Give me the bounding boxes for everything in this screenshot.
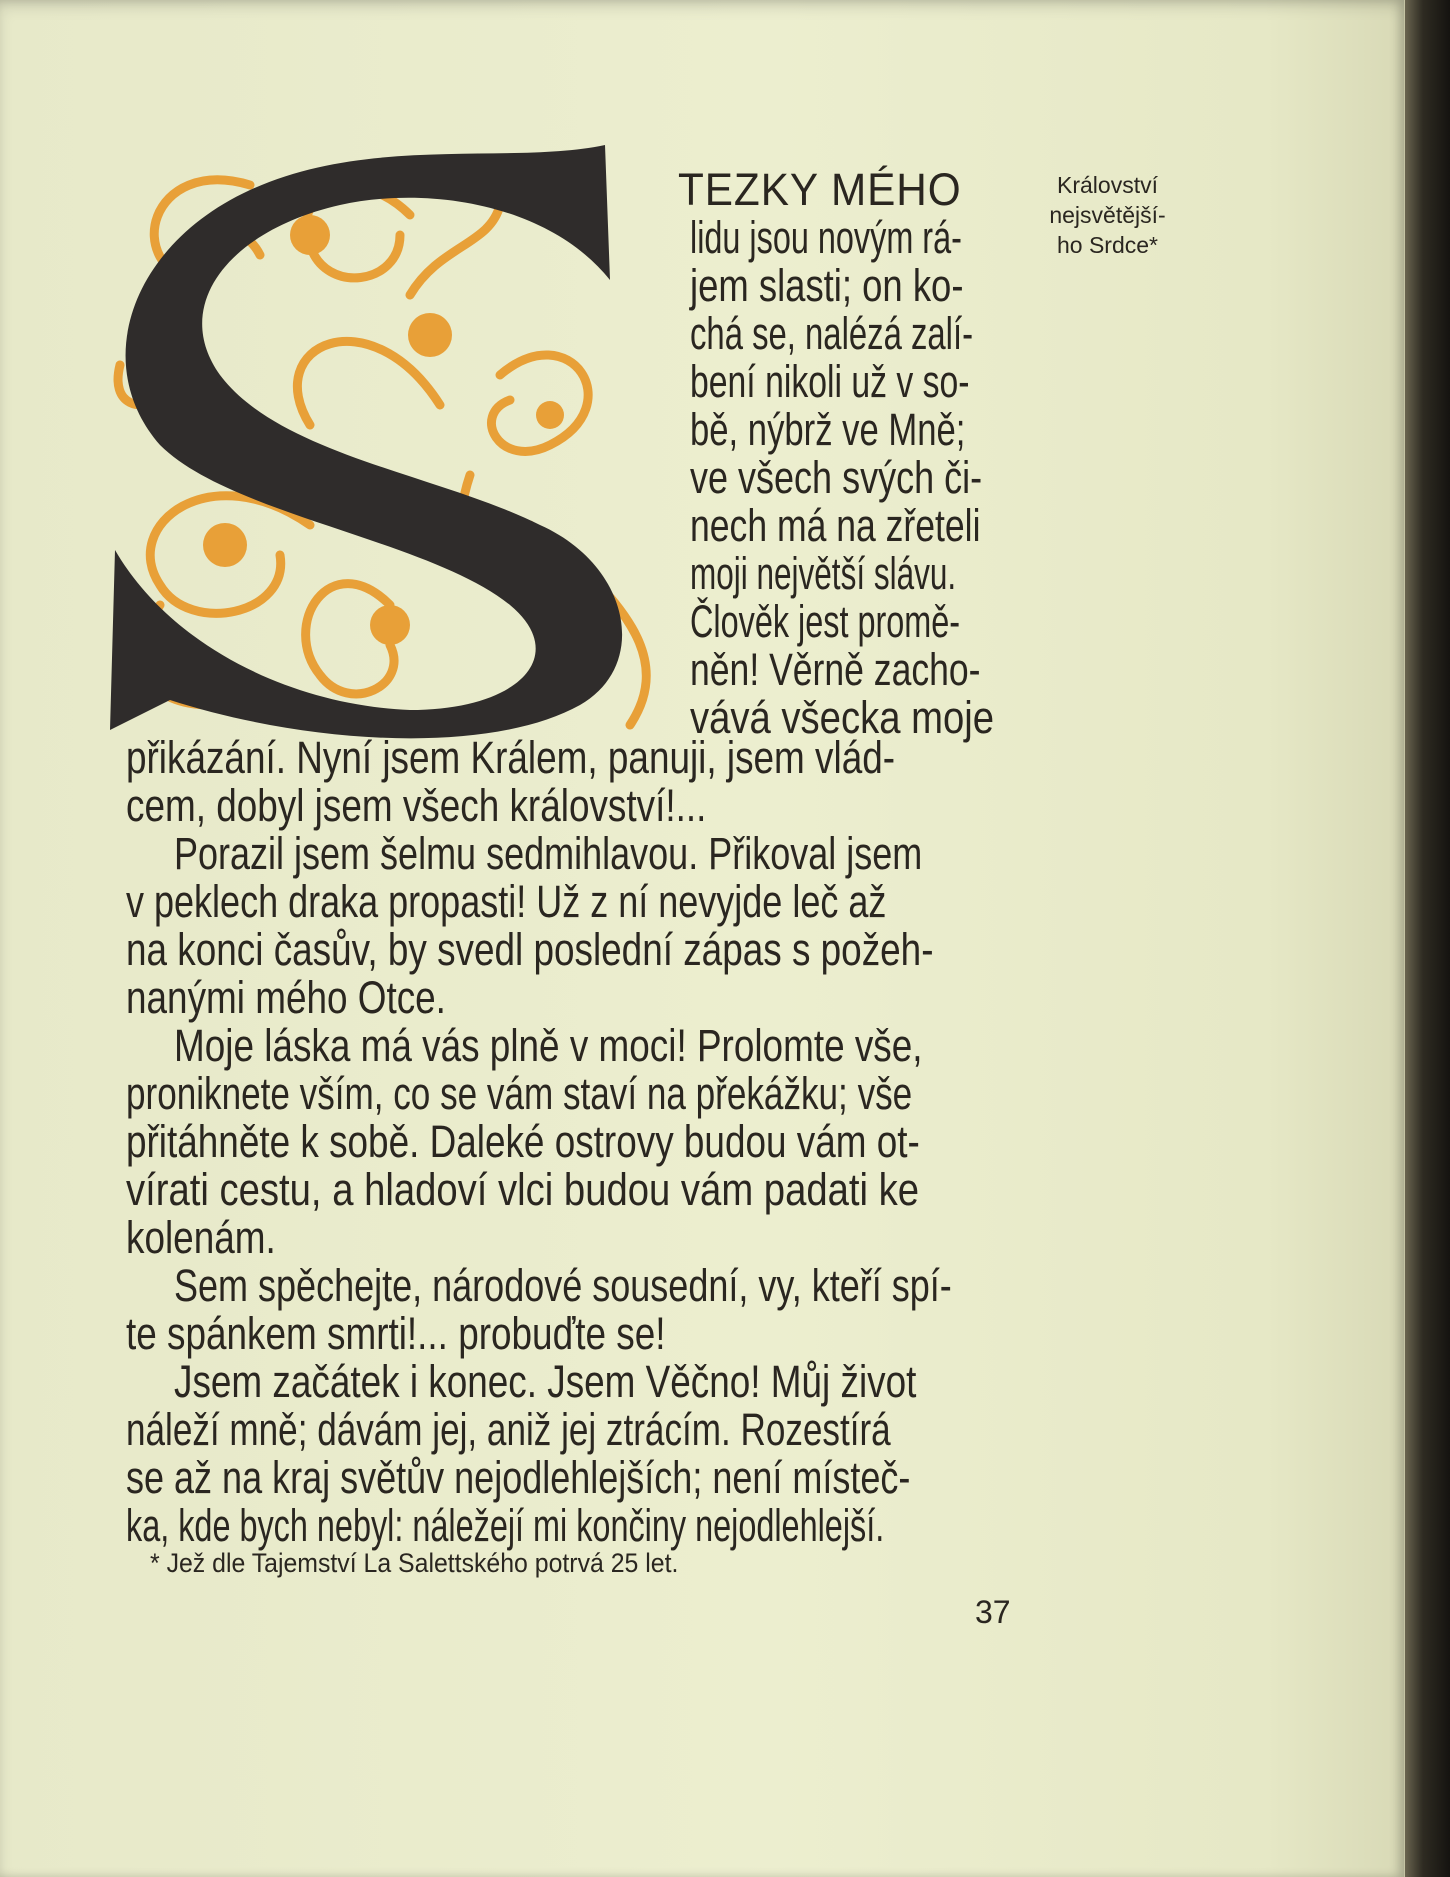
text-line: se až na kraj světův nejodlehlejších; není místeč- <box>126 1452 911 1503</box>
text-line: vírati cestu, a hladoví vlci budou vám padati ke <box>126 1164 920 1215</box>
text-line: lidu jsou novým rá- <box>690 212 962 263</box>
text-line: Člověk jest promě- <box>690 596 961 647</box>
text-line: Porazil jsem šelmu sedmihlavou. Přikoval jsem <box>174 828 923 879</box>
text-line: něn! Věrně zacho- <box>690 644 981 695</box>
text-line: na konci časův, by svedl poslední zápas s požeh- <box>126 924 934 975</box>
text-line: nech má na zřeteli <box>690 500 981 551</box>
text-line: te spánkem smrti!... probuďte se! <box>126 1308 666 1359</box>
text-line: chá se, nalézá zalí- <box>690 308 974 359</box>
text-line: přikázání. Nyní jsem Králem, panuji, jsem vlád- <box>126 732 896 783</box>
text-line: Sem spěchejte, národové sousední, vy, kteří spí- <box>174 1260 952 1311</box>
text-line: proniknete vším, co se vám staví na překážku; vše <box>126 1068 913 1119</box>
text-line: bení nikoli už v so- <box>690 356 970 407</box>
margin-note <box>1030 170 1185 260</box>
margin-note-line: ho Srdce* <box>1056 232 1158 258</box>
margin-note-line: Království <box>1057 172 1158 198</box>
text-line: nanými mého Otce. <box>126 972 446 1023</box>
footnote: * Jež dle Tajemství La Salettského potrvá 25 let. <box>150 1548 679 1578</box>
text-line: moji největší slávu. <box>690 548 957 599</box>
decorated-initial-s <box>110 145 700 745</box>
text-line: jem slasti; on ko- <box>690 260 964 311</box>
text-line: cem, dobyl jsem všech království!... <box>126 780 707 831</box>
margin-note-line: nejsvětější- <box>1049 202 1166 228</box>
book-edge-shadow <box>1405 0 1450 1877</box>
text-line: Jsem začátek i konec. Jsem Věčno! Můj život <box>174 1356 917 1407</box>
text-line: Moje láska má vás plně v moci! Prolomte vše, <box>174 1020 923 1071</box>
text-line: kolenám. <box>126 1212 276 1263</box>
page-number: 37 <box>975 1594 1011 1630</box>
text-line: přitáhněte k sobě. Daleké ostrovy budou vám ot- <box>126 1116 920 1167</box>
text-line: TEZKY MÉHO <box>678 164 962 215</box>
text-line: vává všecka moje <box>690 692 995 743</box>
text-line: ve všech svých či- <box>690 452 983 503</box>
text-line: ka, kde bych nebyl: náležejí mi končiny nejodlehlejší. <box>126 1500 885 1551</box>
text-line: náleží mně; dávám jej, aniž jej ztrácím. Rozestírá <box>126 1404 891 1455</box>
text-line: v peklech draka propasti! Už z ní nevyjde leč až <box>126 876 887 927</box>
text-line: bě, nýbrž ve Mně; <box>690 404 966 455</box>
